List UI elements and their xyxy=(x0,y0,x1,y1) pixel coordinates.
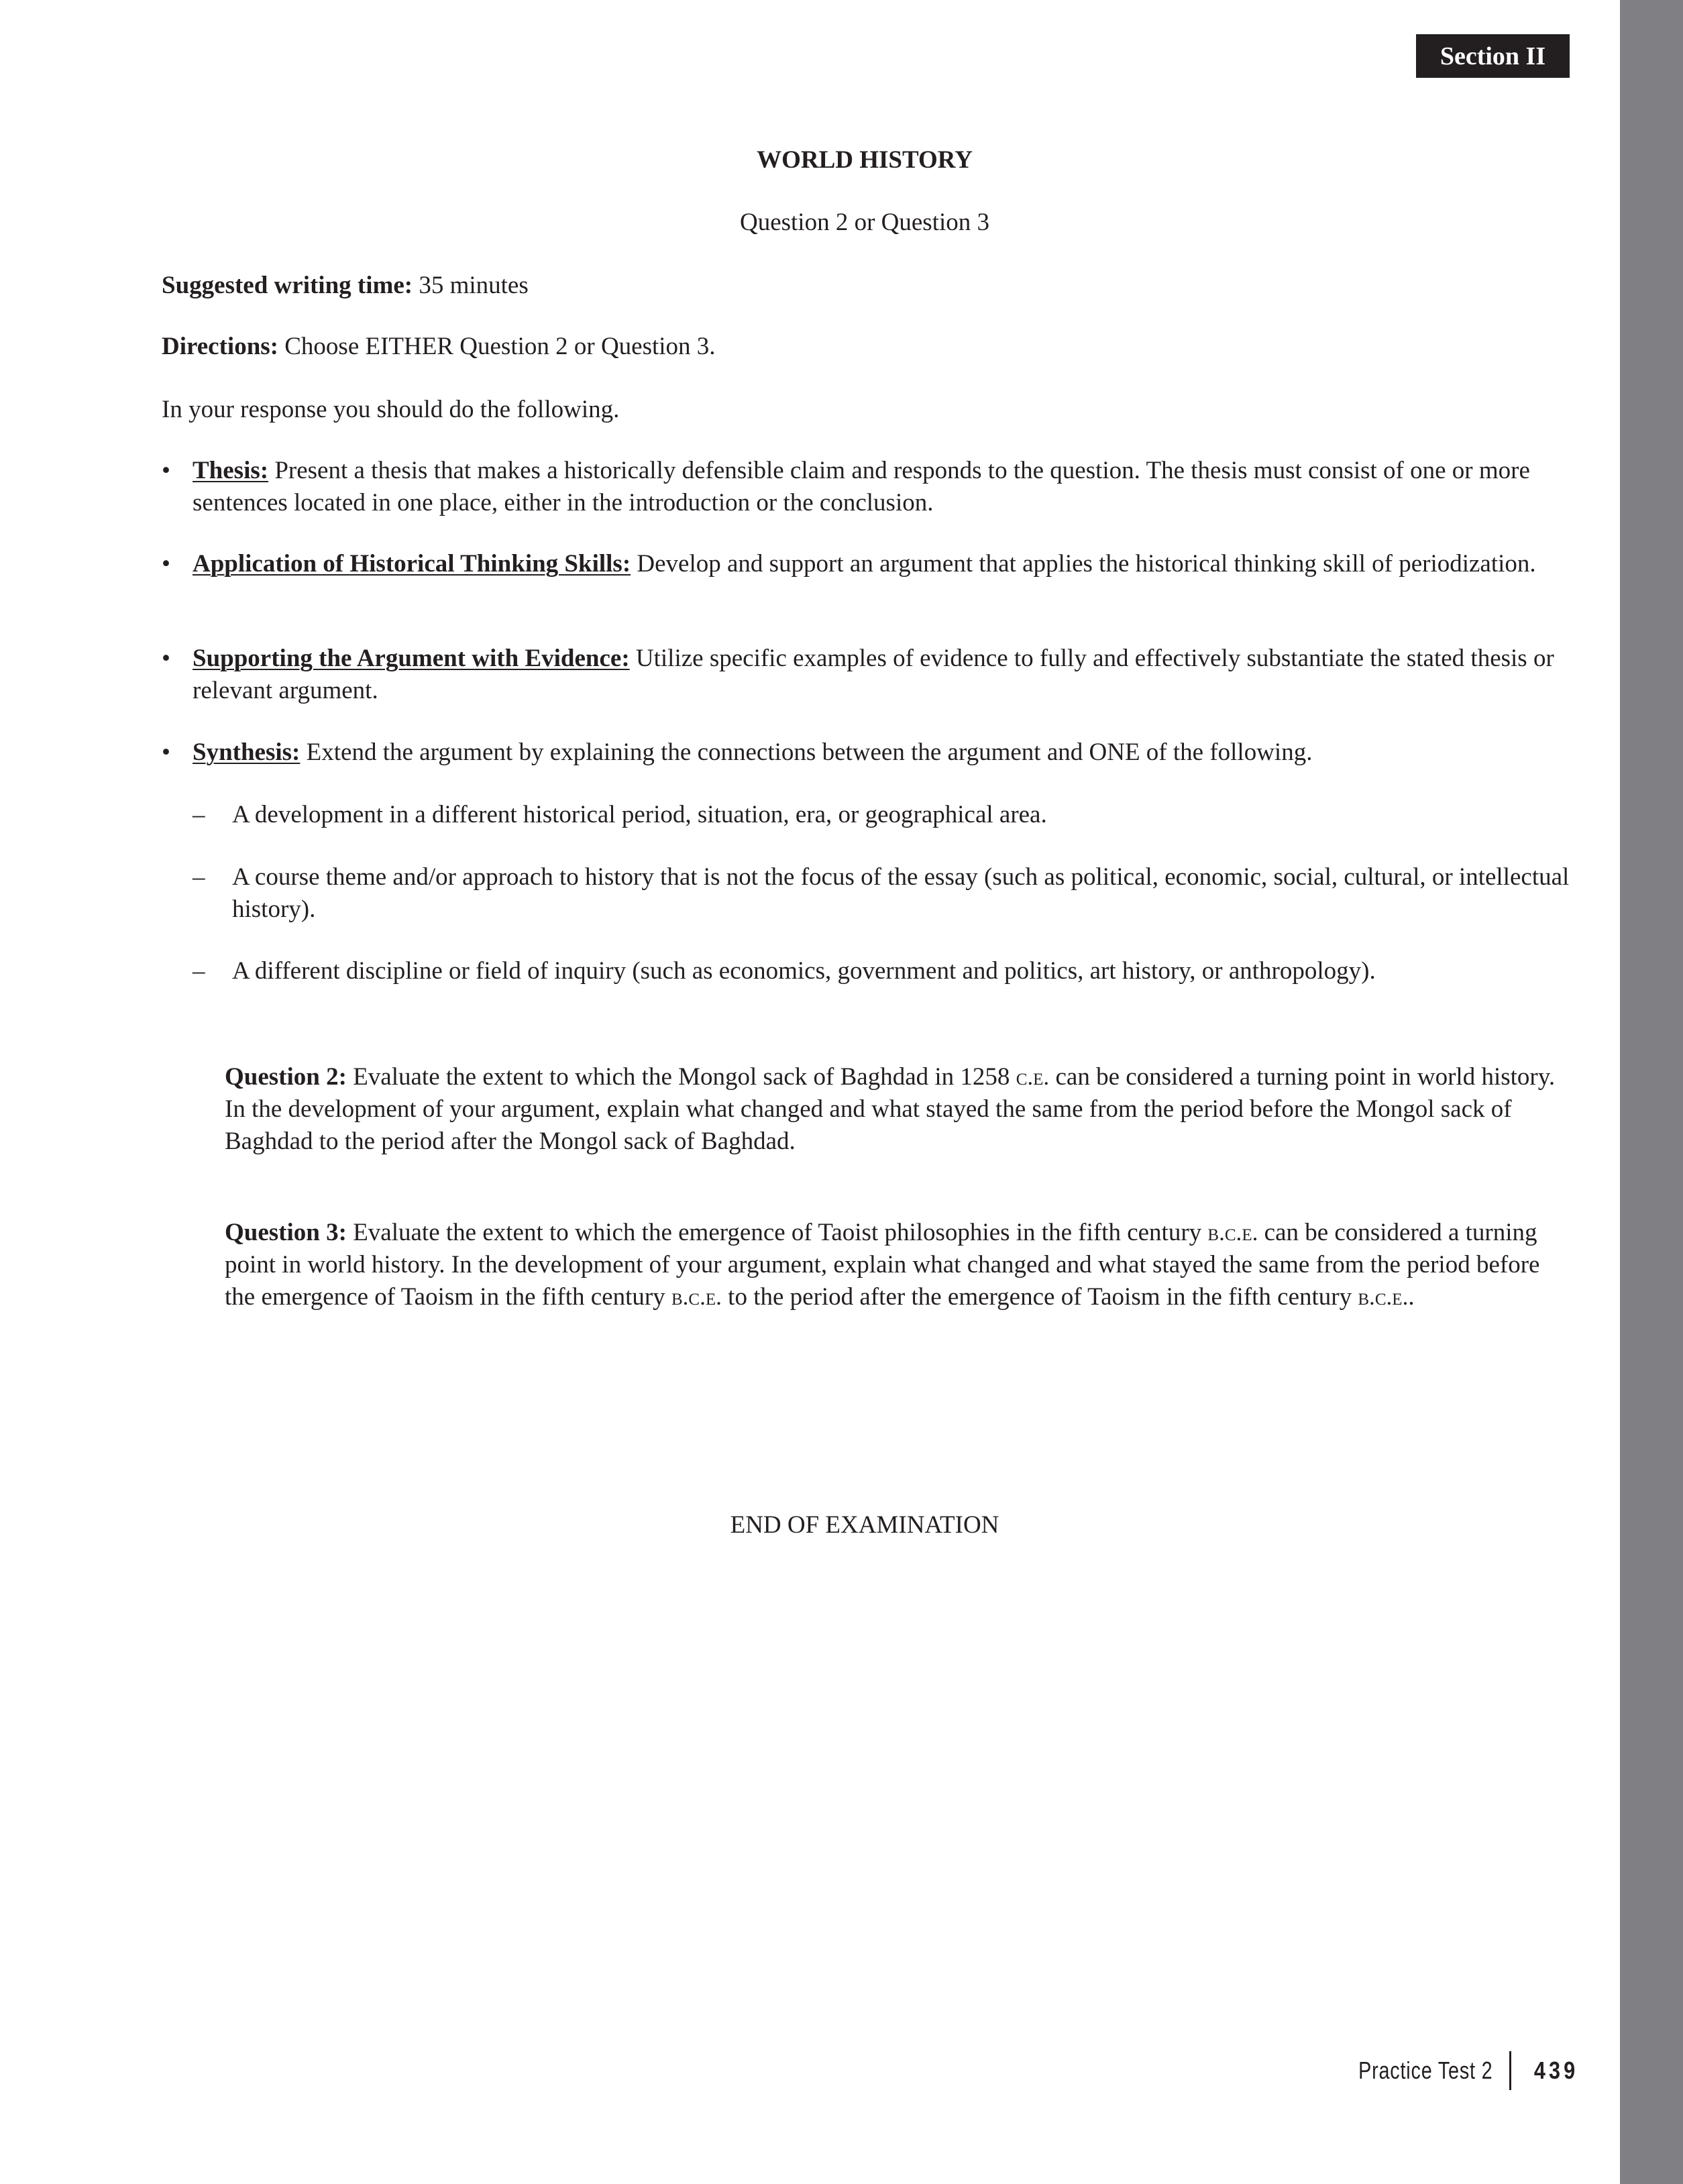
question-text: Evaluate the extent to which the emergence of Taoist philosophies in the fifth century xyxy=(346,1219,1208,1246)
bullet-label: Synthesis: xyxy=(193,739,301,766)
sub-item-text: A different discipline or field of inquiry (such as economics, government and politics, art history, or anthropology). xyxy=(232,957,1376,985)
page-footer xyxy=(1325,2051,1582,2090)
bullet-label: Thesis: xyxy=(193,457,269,484)
writing-time-label: Suggested writing time: xyxy=(162,272,413,299)
intro-text: In your response you should do the following. xyxy=(162,396,620,423)
bullet-text: Utilize specific examples of evidence to fully and effectively substantiate the stated thesis or relevant argument. xyxy=(193,645,1554,704)
bullet-application xyxy=(162,548,1570,580)
question-2 xyxy=(225,1061,1573,1158)
sub-item xyxy=(162,955,1570,987)
end-of-examination: END OF EXAMINATION xyxy=(730,1511,999,1539)
sub-item xyxy=(162,861,1570,926)
dash-mark: – xyxy=(193,801,205,828)
page-number: 439 xyxy=(1533,2057,1579,2084)
era-abbrev: b.c.e. xyxy=(1207,1219,1258,1246)
bullet-text: Develop and support an argument that applies the historical thinking skill of periodization. xyxy=(631,550,1536,578)
writing-time-value: 35 minutes xyxy=(413,272,529,299)
writing-time xyxy=(162,270,1570,302)
footer-divider xyxy=(1509,2051,1511,2090)
dash-mark: – xyxy=(193,863,205,891)
footer-label: Practice Test 2 xyxy=(1358,2057,1493,2084)
page-subtitle: Question 2 or Question 3 xyxy=(739,209,990,236)
bullet-synthesis xyxy=(162,736,1570,769)
sub-item-text: A course theme and/or approach to history that is not the focus of the essay (such as political, economic, social, cultural, or intellectual history). xyxy=(232,863,1570,923)
bullet-mark: • xyxy=(162,645,170,672)
question-text: . xyxy=(1408,1283,1415,1311)
bullet-thesis xyxy=(162,455,1570,519)
sub-item-text: A development in a different historical period, situation, era, or geographical area. xyxy=(232,801,1047,828)
question-text: to the period after the emergence of Taoism in the fifth century xyxy=(721,1283,1358,1311)
dash-mark: – xyxy=(193,957,205,985)
question-2-label: Question 2: xyxy=(225,1063,347,1091)
bullet-evidence xyxy=(162,643,1570,707)
bullet-mark: • xyxy=(162,457,170,484)
bullet-mark: • xyxy=(162,739,170,766)
bullet-label: Supporting the Argument with Evidence: xyxy=(193,645,630,672)
question-text: can be considered a turning point in world history. In the development of your argument, explain what changed and what stayed the same from the period before the emergence of Taoism in the fifth century xyxy=(225,1219,1540,1311)
bullet-mark: • xyxy=(162,550,170,578)
directions xyxy=(162,331,1570,363)
era-abbrev: b.c.e. xyxy=(671,1284,722,1310)
question-text: Evaluate the extent to which the Mongol sack of Baghdad in 1258 xyxy=(346,1063,1016,1091)
question-3 xyxy=(225,1217,1573,1313)
bullet-text: Extend the argument by explaining the connections between the argument and ONE of the following. xyxy=(300,739,1313,766)
section-badge: Section II xyxy=(1416,34,1570,78)
era-abbrev: c.e. xyxy=(1016,1064,1050,1090)
page-title: WORLD HISTORY xyxy=(757,146,973,174)
question-3-label: Question 3: xyxy=(225,1219,347,1246)
directions-value: Choose EITHER Question 2 or Question 3. xyxy=(278,333,716,360)
question-text: can be considered a turning point in world history. In the development of your argument, explain what changed and what stayed the same from the period before the Mongol sack of Baghdad to the period after the Mongol sack of Baghdad. xyxy=(225,1063,1556,1155)
bullet-text: Present a thesis that makes a historically defensible claim and responds to the question. The thesis must consist of one or more sentences located in one place, either in the introduction or the conclusion. xyxy=(193,457,1530,516)
sub-item xyxy=(162,799,1570,831)
directions-label: Directions: xyxy=(162,333,278,360)
era-abbrev: b.c.e. xyxy=(1358,1284,1409,1310)
bullet-label: Application of Historical Thinking Skills: xyxy=(193,550,631,578)
page-edge-tab xyxy=(1620,0,1683,2184)
